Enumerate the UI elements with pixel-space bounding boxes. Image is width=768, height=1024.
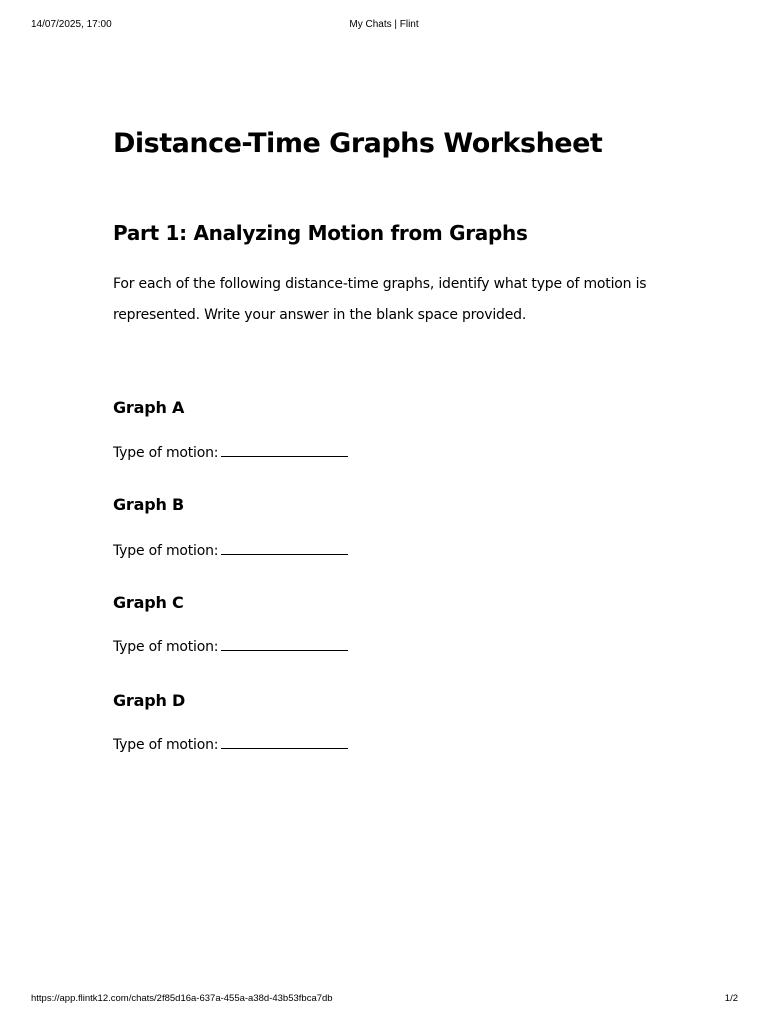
graph-d-prompt: Type of motion:: [113, 737, 219, 753]
print-footer: [0, 993, 768, 1007]
graph-b-answer: [113, 540, 348, 562]
graph-a-answer-blank: [221, 442, 348, 457]
worksheet-title: Distance-Time Graphs Worksheet: [113, 128, 603, 159]
graph-d-answer: [113, 734, 348, 756]
graph-d-answer-blank: [221, 734, 348, 749]
graph-b-heading: Graph B: [113, 495, 185, 514]
print-page-title: My Chats | Flint: [349, 19, 419, 30]
graph-c-answer: [113, 636, 348, 658]
graph-c-answer-blank: [221, 636, 348, 651]
part-1-instructions: For each of the following distance-time graphs, identify what type of motion is represented. Write your answer in the blank space provided.: [113, 276, 647, 323]
print-url: https://app.flintk12.com/chats/2f85d16a-637a-455a-a38d-43b53fbca7db: [31, 993, 333, 1004]
graph-a-heading: Graph A: [113, 398, 185, 417]
print-header: [0, 19, 768, 33]
graph-a-prompt: Type of motion:: [113, 445, 219, 461]
print-datetime: 14/07/2025, 17:00: [31, 19, 112, 30]
graph-c-prompt: Type of motion:: [113, 639, 219, 655]
part-1-title: Part 1: Analyzing Motion from Graphs: [113, 221, 528, 245]
print-page-number: 1/2: [724, 993, 738, 1004]
graph-b-answer-blank: [221, 540, 348, 555]
graph-a-answer: [113, 442, 348, 464]
graph-c-heading: Graph C: [113, 593, 184, 612]
graph-b-prompt: Type of motion:: [113, 543, 219, 559]
graph-d-heading: Graph D: [113, 691, 186, 710]
